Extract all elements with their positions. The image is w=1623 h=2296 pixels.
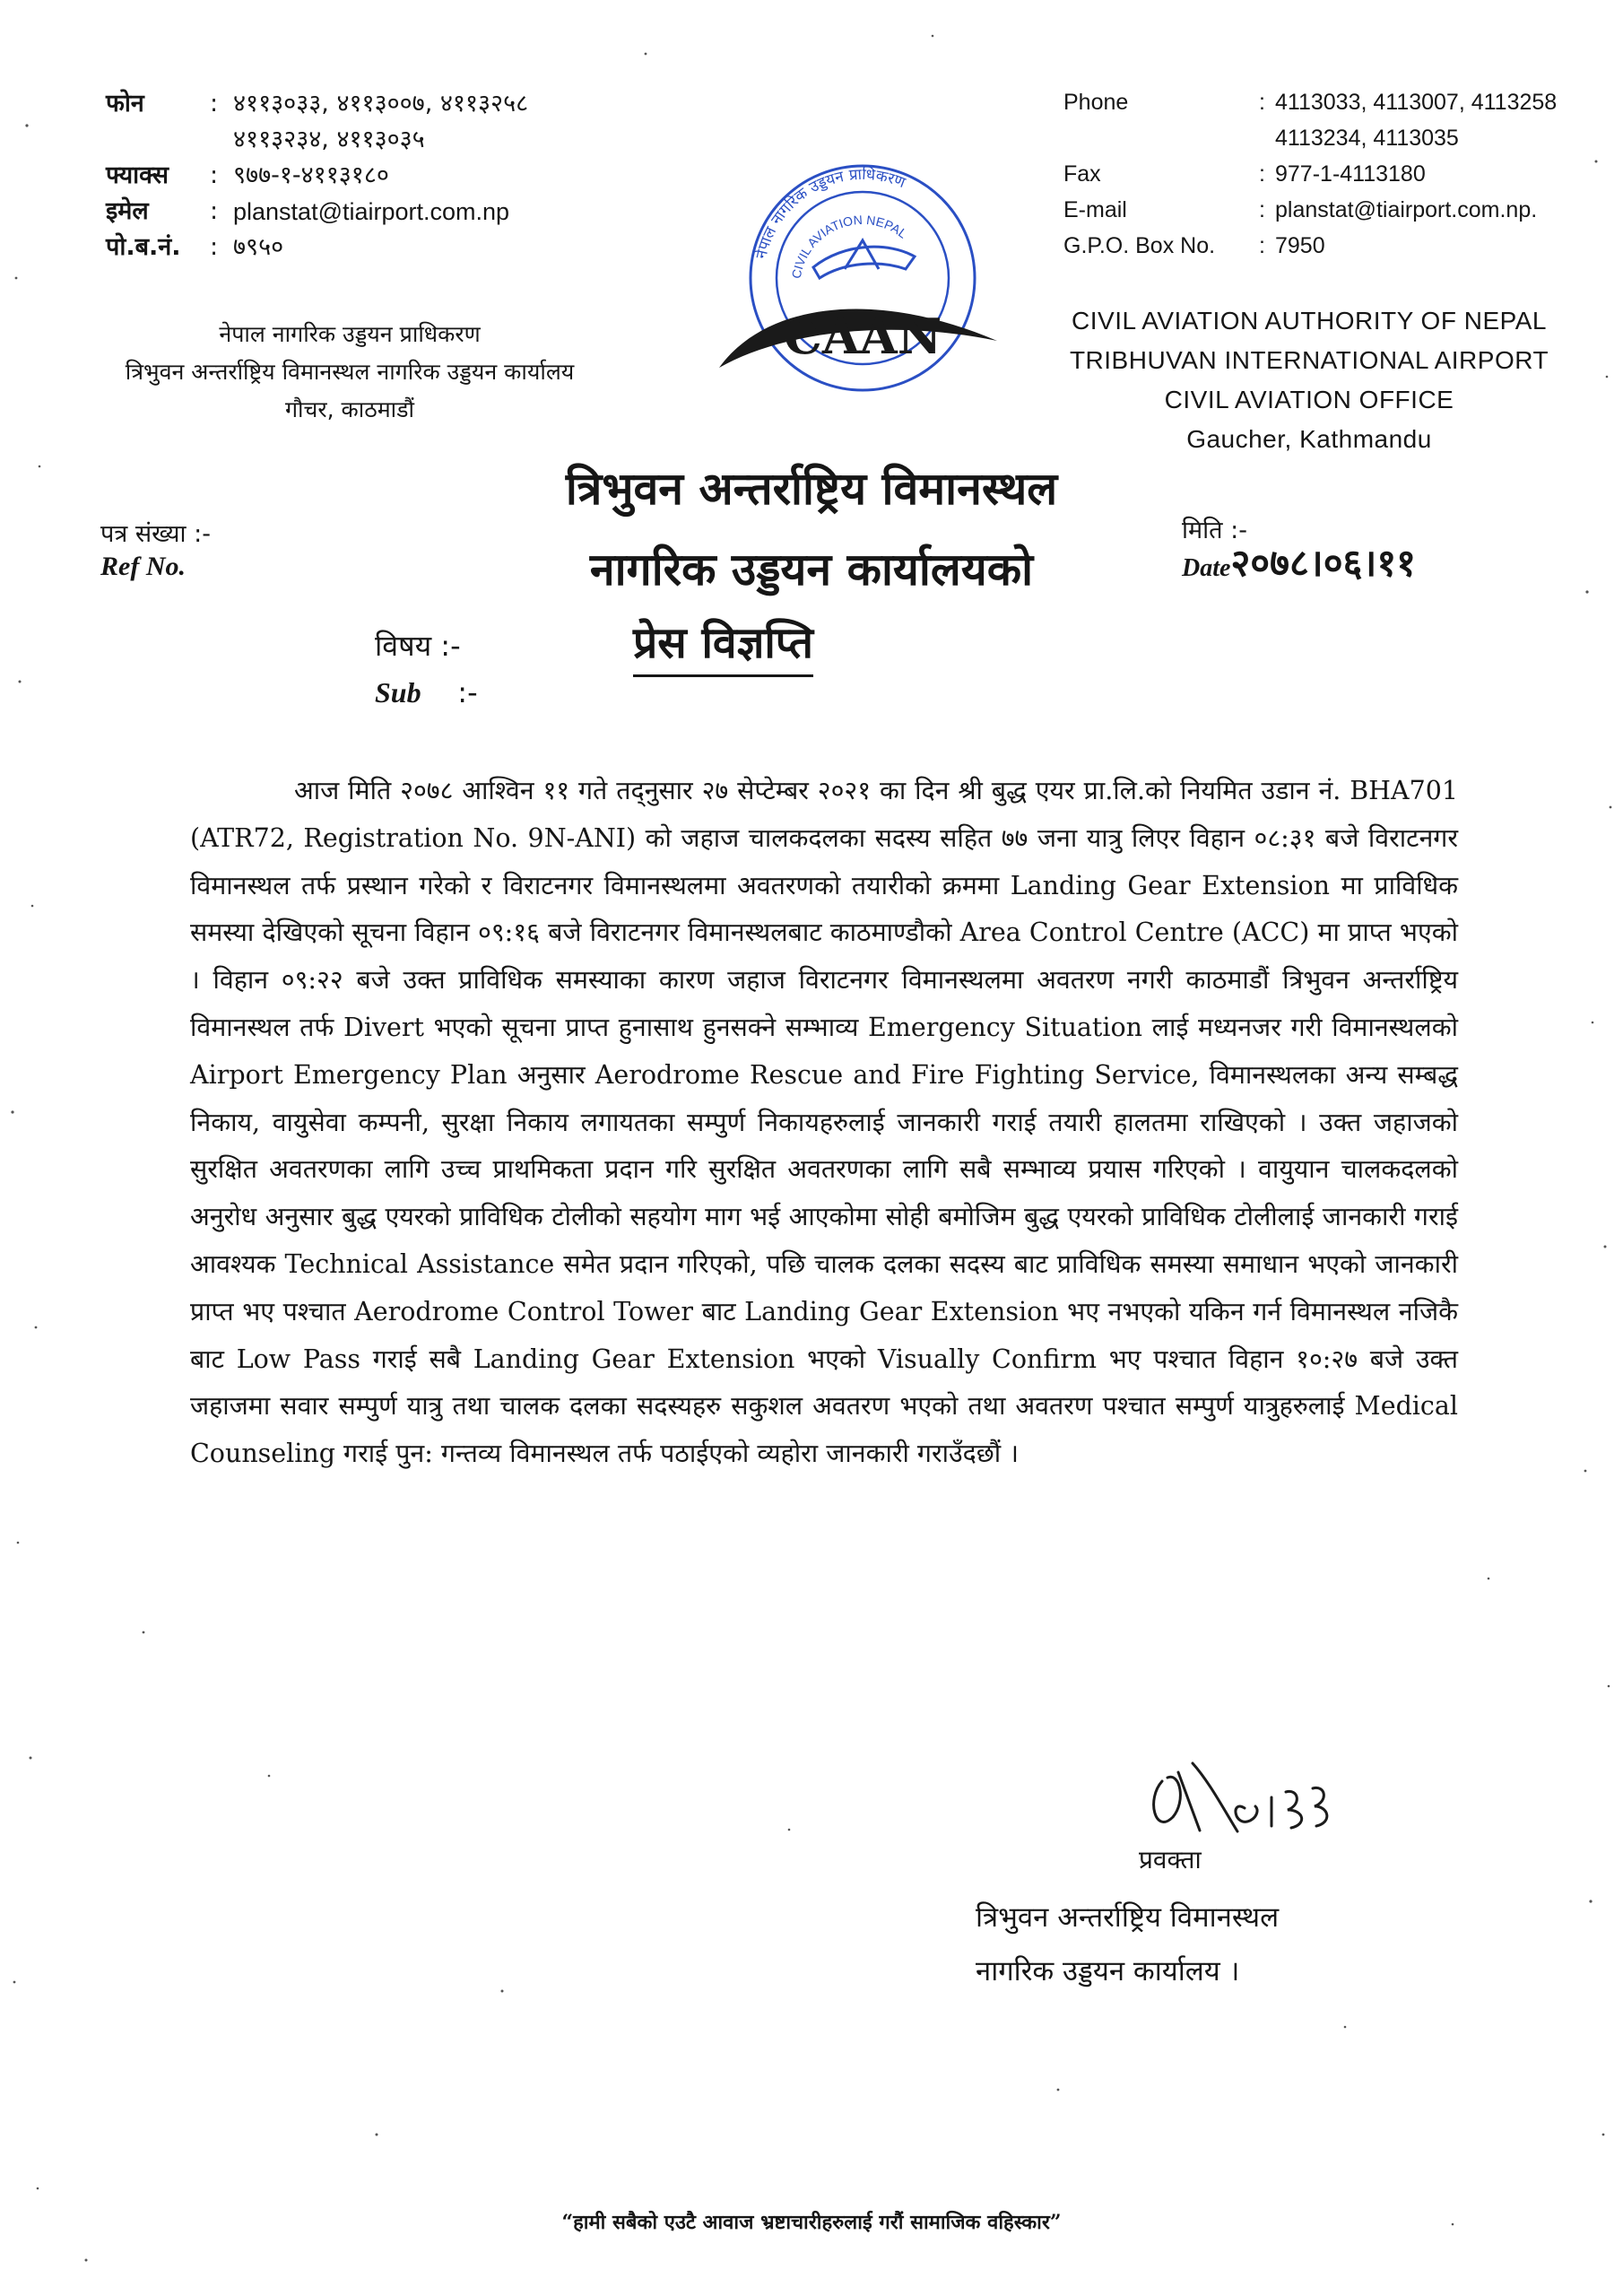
signatory-org-line1: त्रिभुवन अन्तर्राष्ट्रिय विमानस्थल [976, 1901, 1280, 1934]
email-label-en: E-mail [1063, 197, 1127, 222]
en-org-line2: TRIBHUVAN INTERNATIONAL AIRPORT [1069, 346, 1549, 374]
phone-label-en: Phone [1063, 90, 1129, 115]
caan-logo [710, 135, 1015, 404]
np-org-line2: त्रिभुवन अन्तर्राष्ट्रिय विमानस्थल नागरिक उड्डयन कार्यालय [125, 359, 575, 385]
ref-number [100, 518, 211, 583]
document-title [359, 448, 1264, 610]
logo-outer-text: नेपाल नागरिक उड्डयन प्राधिकरण [752, 165, 908, 261]
english-org-name [1031, 301, 1587, 459]
logo-mark-text: CAAN [783, 308, 942, 365]
date-label-en: Date [1182, 554, 1231, 582]
fax-label-np: फ्याक्स [106, 161, 169, 189]
subject-label-np: विषय :- [375, 629, 461, 663]
pobox-label-np: पो.ब.नं. [106, 233, 181, 261]
date-block [1182, 515, 1416, 585]
en-org-line4: Gaucher, Kathmandu [1186, 425, 1432, 453]
pobox-np: ७९५० [233, 233, 284, 261]
nepali-contact-block: फोन : ४११३०३३, ४११३००७, ४११३२५८ ४११३२३४, ४११३०३५ फ्याक्स : ९७७-१-४११३१८० इमेल : planstat@tiairport.com.np पो.ब.नं. : ७९५० [106, 86, 528, 265]
email-en: planstat@tiairport.com.np. [1275, 197, 1538, 222]
fax-number-np: ९७७-१-४११३१८० [233, 161, 389, 189]
date-label-np: मिति :- [1182, 517, 1247, 544]
subject-sep: :- [457, 675, 478, 709]
ref-label-en: Ref No. [100, 552, 186, 581]
email-np: planstat@tiairport.com.np [233, 198, 510, 225]
subject-title: प्रेस विज्ञप्ति [633, 612, 813, 677]
phone-numbers-np: ४११३०३३, ४११३००७, ४११३२५८ [233, 90, 529, 117]
signatory-org-line2: नागरिक उड्डयन कार्यालय । [976, 1955, 1240, 1987]
handwritten-signature [1137, 1745, 1343, 1844]
phone-numbers-en-cont: 4113234, 4113035 [1275, 126, 1459, 151]
subject-labels [375, 622, 478, 716]
np-org-line3: गौचर, काठमाडौं [284, 396, 415, 422]
signatory-org [976, 1891, 1279, 1998]
pobox-label-en: G.P.O. Box No. [1063, 233, 1216, 258]
signatory-title: प्रवक्ता [1139, 1845, 1202, 1874]
press-release-body: आज मिति २०७८ आश्विन ११ गते तद्नुसार २७ सेप्टेम्बर २०२१ का दिन श्री बुद्ध एयर प्रा.लि.को नियमित उडान नं. BHA701 (ATR72, Registration No. 9N-ANI) को जहाज चालकदलका सदस्य सहित ७७ जना यात्रु लिएर विहान ०८:३१ बजे विराटनगर विमानस्थल तर्फ प्रस्थान गरेको र विराटनगर विमानस्थलमा अवतरणको तयारीको क्रममा Landing Gear Extension मा प्राविधिक समस्या देखिएको सूचना विहान ०९:१६ बजे विराटनगर विमानस्थलबाट काठमाण्डौको Area Control Centre (ACC) मा प्राप्त भएको । विहान ०९:२२ बजे उक्त प्राविधिक समस्याका कारण जहाज विराटनगर विमानस्थलमा अवतरण नगरी काठमाडौं त्रिभुवन अन्तर्राष्ट्रिय विमानस्थल तर्फ Divert भएको सूचना प्राप्त हुनासाथ हुनसक्ने सम्भाव्य Emergency Situation लाई मध्यनजर गरी विमानस्थलको Airport Emergency Plan अनुसार Aerodrome Rescue and Fire Fighting Service, विमानस्थलका अन्य सम्बद्ध निकाय, वायुसेवा कम्पनी, सुरक्षा निकाय लगायतका सम्पुर्ण निकायहरुलाई जानकारी गराई तयारी हालतमा राखिएको । उक्त जहाजको सुरक्षित अवतरणका लागि उच्च प्राथमिकता प्रदान गरि सुरक्षित अवतरणका लागि सबै सम्भाव्य प्रयास गरिएको । वायुयान चालकदलको अनुरोध अनुसार बुद्ध एयरको प्राविधिक टोलीको सहयोग माग भई आएकोमा सोही बमोजिम बुद्ध एयरको प्राविधिक टोलीलाई जानकारी गराई आवश्यक Technical Assistance समेत प्रदान गरिएको, पछि चालक दलका सदस्य बाट प्राविधिक समस्या समाधान भएको जानकारी प्राप्त भए पश्चात Aerodrome Control Tower बाट Landing Gear Extension भए नभएको यकिन गर्न विमानस्थल नजिकै बाट Low Pass गराई सबै Landing Gear Extension भएको Visually Confirm भए पश्चात विहान १०:२७ बजे उक्त जहाजमा सवार सम्पुर्ण यात्रु तथा चालक दलका सदस्यहरु सकुशल अवतरण भएको तथा अवतरण पश्चात सम्पुर्ण यात्रुहरुलाई Medical Counseling गराई पुन: गन्तव्य विमानस्थल तर्फ पठाईएको व्यहोरा जानकारी गराउँदछौं । [190, 776, 1458, 1469]
phone-numbers-en: 4113033, 4113007, 4113258 [1275, 90, 1558, 115]
title-line1: त्रिभुवन अन्तर्राष्ट्रिय विमानस्थल [565, 462, 1058, 515]
fax-number-en: 977-1-4113180 [1275, 161, 1426, 187]
svg-text:CIVIL AVIATION NEPAL [789, 213, 910, 280]
logo-inner-text: CIVIL AVIATION NEPAL [788, 212, 910, 280]
subject-label-en: Sub [375, 676, 421, 709]
np-org-line1: नेपाल नागरिक उड्डयन प्राधिकरण [219, 321, 481, 347]
footer-slogan: “हामी सबैको एउटै आवाज भ्रष्टाचारीहरुलाई गरौं सामाजिक वहिस्कार” [561, 2211, 1062, 2234]
en-org-line3: CIVIL AVIATION OFFICE [1164, 386, 1454, 413]
english-contact-block: Phone : 4113033, 4113007, 4113258 4113234, 4113035 Fax : 977-1-4113180 E-mail : planstat@tiairport.com.np. G.P.O. Box No. : 7950 [1063, 84, 1557, 264]
phone-numbers-np-cont: ४११३२३४, ४११३०३५ [233, 126, 425, 153]
pobox-en: 7950 [1275, 233, 1325, 258]
phone-label-np: फोन [106, 90, 144, 117]
ref-label-np: पत्र संख्या :- [100, 520, 211, 548]
email-label-np: इमेल [106, 197, 149, 225]
title-line2: नागरिक उड्डयन कार्यालयको [589, 543, 1034, 596]
fax-label-en: Fax [1063, 161, 1101, 187]
date-value: २०७८।०६।११ [1230, 541, 1416, 585]
nepali-org-name [81, 316, 619, 429]
en-org-line1: CIVIL AVIATION AUTHORITY OF NEPAL [1072, 307, 1547, 335]
